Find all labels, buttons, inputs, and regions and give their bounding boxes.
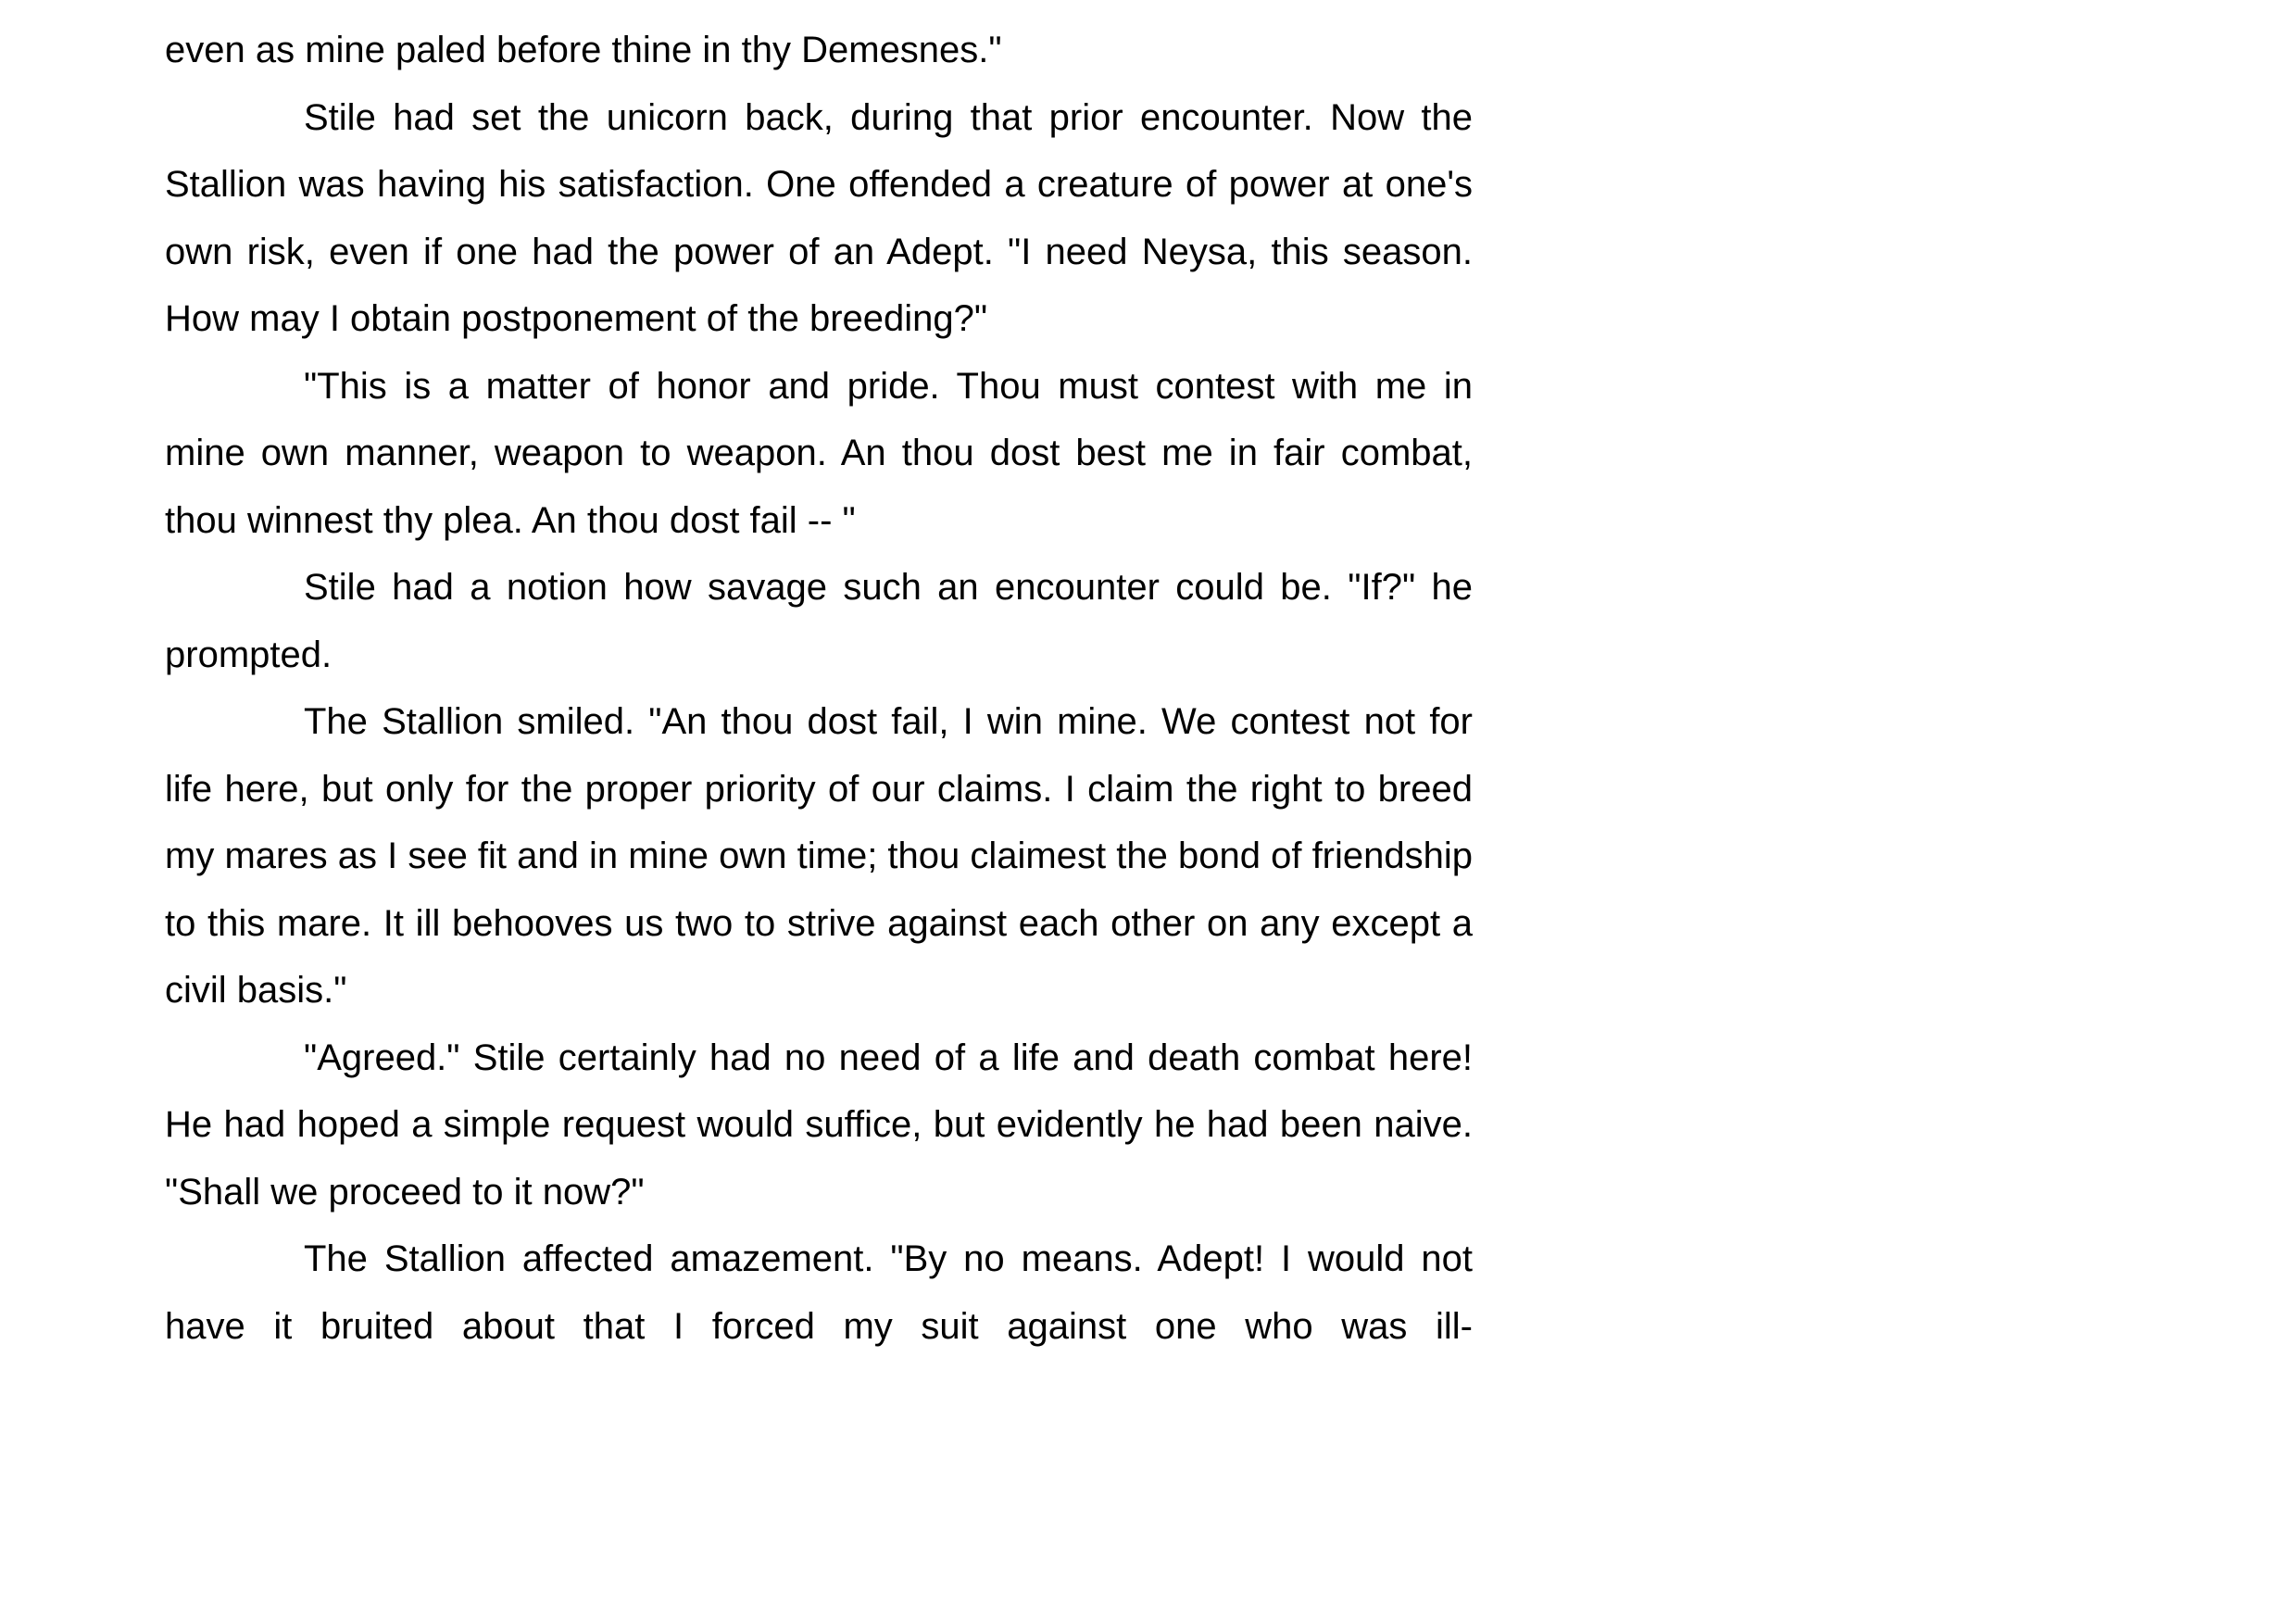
paragraph: The Stallion smiled. "An thou dost fail, I win mine. We contest not for life here, but only for the proper priority of our claims. I claim the right to breed my mares as I see fit and in mine own time; thou claimest the bond of friendship to this mare. It ill behooves us two to strive against each other on any except a civil basis." <box>165 701 1473 1011</box>
paragraph: Stile had a notion how savage such an encounter could be. "If?" he prompted. <box>165 567 1473 675</box>
paragraph-cut-off: The Stallion affected amazement. "By no means. Adept! I would not have it bruited about that I forced my suit against one who was ill- <box>165 1238 1473 1347</box>
body-text <box>165 17 1473 1360</box>
paragraph: "Agreed." Stile certainly had no need of a life and death combat here! He had hoped a simple request would suffice, but evidently he had been naive. "Shall we proceed to it now?" <box>165 1037 1473 1213</box>
paragraph: Stile had set the unicorn back, during that prior encounter. Now the Stallion was having his satisfaction. One offended a creature of power at one's own risk, even if one had the power of an Adept. "I need Neysa, this season. How may I obtain postponement of the breeding?" <box>165 96 1473 339</box>
paragraph-continuation: even as mine paled before thine in thy Demesnes." <box>165 30 1002 70</box>
paragraph: "This is a matter of honor and pride. Thou must contest with me in mine own manner, weapon to weapon. An thou dost best me in fair combat, thou winnest thy plea. An thou dost fail -- " <box>165 365 1473 541</box>
